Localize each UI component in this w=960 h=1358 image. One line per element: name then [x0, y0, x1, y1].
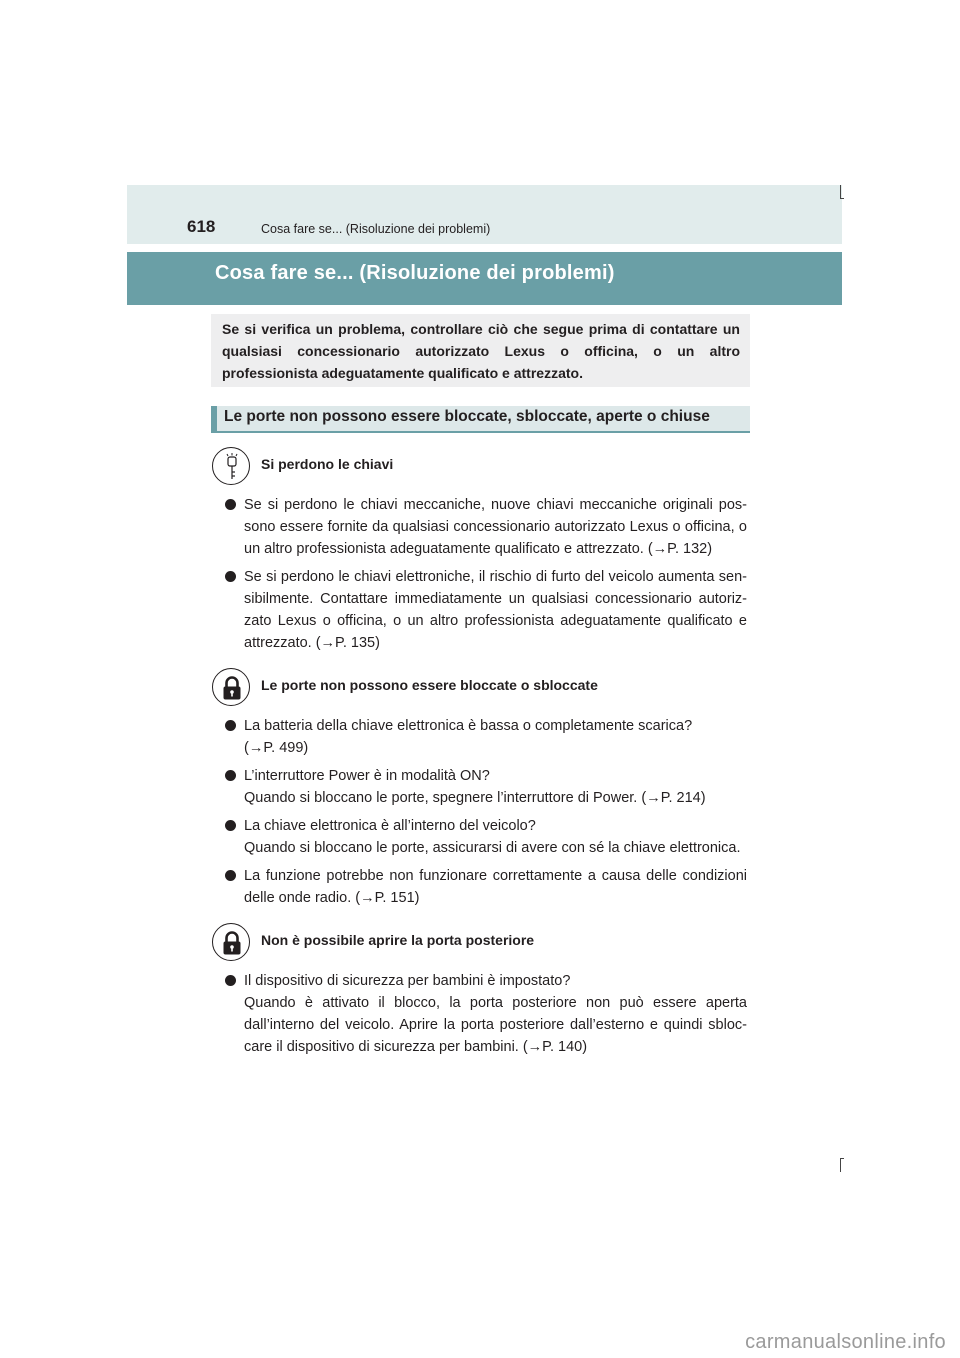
topic-title: Si perdono le chiavi — [261, 456, 394, 472]
page-number: 618 — [187, 217, 216, 236]
bullet-dot — [225, 571, 236, 582]
intro-text: Se si verifica un problema, controllare ciò che segue prima di contattare un qualsiasi concessionario autorizzato Lexus o officina, o un altro professionista adeguatamente qualificato e attrezzato. — [222, 321, 740, 381]
key-icon — [212, 447, 250, 485]
lock-icon — [212, 668, 250, 706]
topic-title: Non è possibile aprire la porta posteriore — [261, 932, 535, 948]
bullet-dot — [225, 499, 236, 510]
watermark: carmanualsonline.info — [745, 1331, 946, 1353]
crop-mark-bottom — [840, 1158, 841, 1172]
bullet-dot — [225, 720, 236, 731]
bullet-dot — [225, 975, 236, 986]
bullet-dot — [225, 820, 236, 831]
intro-box — [211, 314, 750, 387]
lock-icon — [212, 923, 250, 961]
crop-mark-top — [840, 185, 841, 199]
running-title: Cosa fare se... (Risoluzione dei problemi) — [261, 222, 491, 236]
topic-title: Le porte non possono essere bloccate o sbloccate — [261, 677, 598, 693]
sub-header — [211, 406, 750, 433]
sub-header-text: Le porte non possono essere bloccate, sbloccate, aperte o chiuse — [224, 408, 710, 425]
bullet-dot — [225, 870, 236, 881]
section-title: Cosa fare se... (Risoluzione dei problemi) — [215, 262, 615, 284]
bullet-dot — [225, 770, 236, 781]
